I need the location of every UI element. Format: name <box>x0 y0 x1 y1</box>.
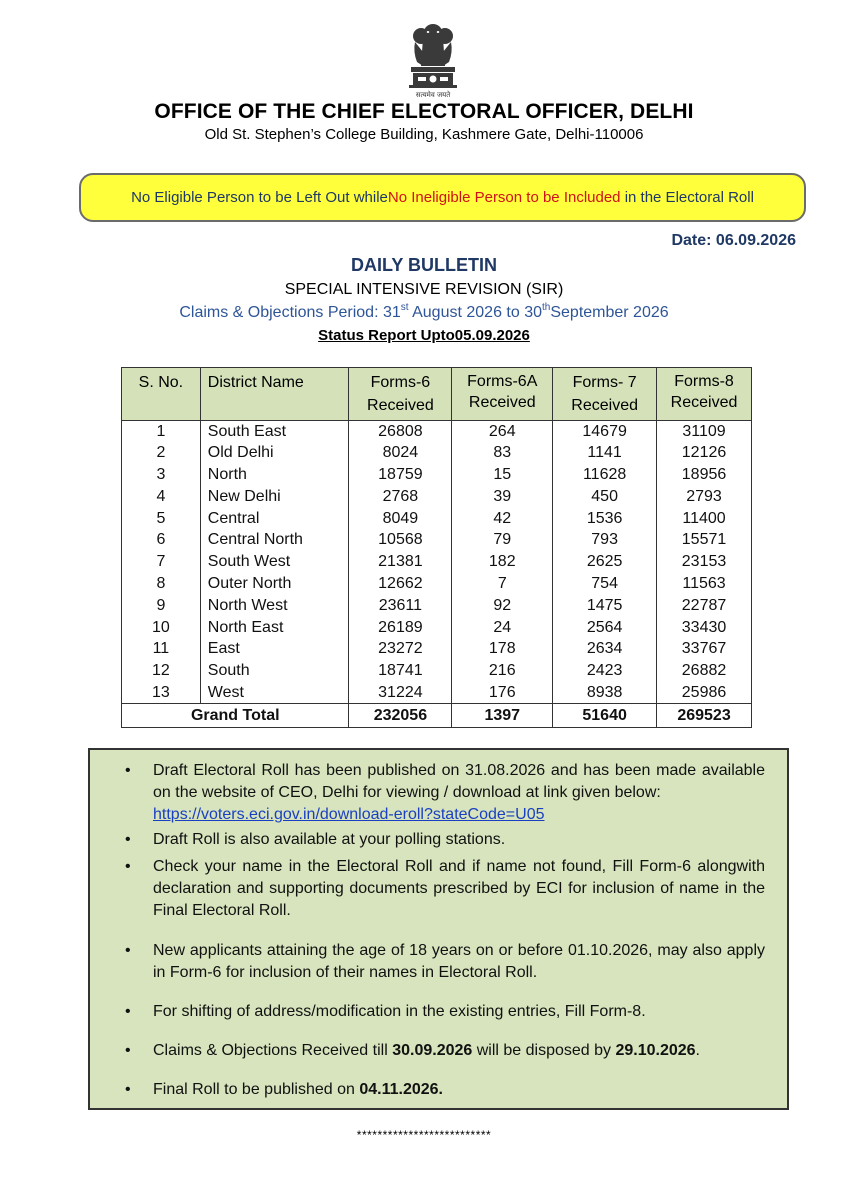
table-row <box>122 660 752 682</box>
claims-period <box>0 302 848 322</box>
cell-forms6a: 7 <box>452 573 553 595</box>
cell-forms8: 18956 <box>657 464 752 486</box>
cell-forms8: 12126 <box>657 442 752 464</box>
grand-total-forms6a: 1397 <box>452 704 553 728</box>
cell-forms8: 25986 <box>657 682 752 704</box>
cell-forms8: 22787 <box>657 595 752 617</box>
cell-forms6a: 178 <box>452 638 553 660</box>
cell-forms7: 14679 <box>553 421 657 443</box>
grand-total-forms7: 51640 <box>553 704 657 728</box>
claims-disposed-by-date: 29.10.2026 <box>615 1042 696 1059</box>
grand-total-forms6: 232056 <box>349 704 452 728</box>
cell-forms7: 1536 <box>553 508 657 530</box>
cell-forms8: 26882 <box>657 660 752 682</box>
bullet-icon: • <box>125 831 131 848</box>
cell-forms7: 1475 <box>553 595 657 617</box>
claims-mid: August 2026 to 30 <box>408 304 542 321</box>
claims-sup-1: st <box>400 302 409 313</box>
final-roll-date: 04.11.2026. <box>359 1081 443 1098</box>
col-header-sno: S. No. <box>122 368 201 421</box>
cell-forms8: 2793 <box>657 486 752 508</box>
info-item-polling-stations-text: Draft Roll is also available at your polling stations. <box>153 831 506 848</box>
cell-sno: 13 <box>122 682 201 704</box>
table-row <box>122 486 752 508</box>
cell-forms6a: 79 <box>452 529 553 551</box>
info-item-shifting-text: For shifting of address/modification in the existing entries, Fill Form-8. <box>153 1003 646 1020</box>
cell-district: Outer North <box>200 573 349 595</box>
cell-forms6a: 42 <box>452 508 553 530</box>
cell-district: New Delhi <box>200 486 349 508</box>
cell-district: North West <box>200 595 349 617</box>
bullet-icon: • <box>125 1042 131 1059</box>
cell-forms8: 33767 <box>657 638 752 660</box>
cell-district: North East <box>200 617 349 639</box>
cell-sno: 8 <box>122 573 201 595</box>
cell-district: East <box>200 638 349 660</box>
status-report-heading: Status Report Upto05.09.2026 <box>318 327 530 344</box>
cell-district: Central North <box>200 529 349 551</box>
cell-sno: 3 <box>122 464 201 486</box>
slogan-banner <box>79 173 806 222</box>
bullet-icon: • <box>125 858 131 875</box>
cell-forms6a: 24 <box>452 617 553 639</box>
info-item-polling-stations <box>90 829 765 851</box>
cell-forms6a: 83 <box>452 442 553 464</box>
cell-forms7: 793 <box>553 529 657 551</box>
table-row <box>122 442 752 464</box>
cell-forms8: 23153 <box>657 551 752 573</box>
cell-forms6: 26189 <box>349 617 452 639</box>
cell-sno: 2 <box>122 442 201 464</box>
table-header-row <box>122 368 752 421</box>
cell-forms6: 18759 <box>349 464 452 486</box>
claims-disposal-pre: Claims & Objections Received till <box>153 1042 393 1059</box>
bulletin-subtitle: SPECIAL INTENSIVE REVISION (SIR) <box>284 281 564 298</box>
table-row <box>122 529 752 551</box>
cell-forms7: 11628 <box>553 464 657 486</box>
col-header-forms6a <box>452 368 553 421</box>
info-item-claims-disposal <box>90 1040 765 1062</box>
cell-district: North <box>200 464 349 486</box>
bullet-icon: • <box>125 1003 131 1020</box>
grand-total-forms8: 269523 <box>657 704 752 728</box>
office-title: OFFICE OF THE CHIEF ELECTORAL OFFICER, DELHI <box>154 100 694 123</box>
office-address: Old St. Stephen’s College Building, Kashmere Gate, Delhi-110006 <box>204 126 644 143</box>
cell-sno: 4 <box>122 486 201 508</box>
cell-forms6a: 15 <box>452 464 553 486</box>
table-row <box>122 464 752 486</box>
info-item-check-name-text: Check your name in the Electoral Roll and if name not found, Fill Form-6 alongwith declaration and supporting documents prescribed by ECI for inclusion of name in the Final Electoral Roll. <box>153 858 765 919</box>
cell-forms6a: 264 <box>452 421 553 443</box>
cell-forms7: 2634 <box>553 638 657 660</box>
col-header-forms6a-line2: Received <box>468 394 536 411</box>
cell-district: Old Delhi <box>200 442 349 464</box>
slogan-part-1: No Eligible Person to be Left Out while <box>131 189 388 206</box>
cell-forms6a: 176 <box>452 682 553 704</box>
slogan-part-3: in the Electoral Roll <box>620 189 754 206</box>
cell-forms6: 21381 <box>349 551 452 573</box>
cell-forms7: 450 <box>553 486 657 508</box>
col-header-forms8 <box>657 368 752 421</box>
cell-district: Central <box>200 508 349 530</box>
grand-total-label: Grand Total <box>122 704 349 728</box>
cell-forms6: 10568 <box>349 529 452 551</box>
table-row <box>122 638 752 660</box>
col-header-forms7-line1: Forms- 7 <box>572 374 637 391</box>
cell-sno: 12 <box>122 660 201 682</box>
cell-sno: 11 <box>122 638 201 660</box>
claims-sup-2: th <box>542 302 551 313</box>
table-row <box>122 421 752 443</box>
cell-forms6: 8049 <box>349 508 452 530</box>
info-item-final-roll <box>90 1079 765 1101</box>
eroll-download-link[interactable]: https://voters.eci.gov.in/download-eroll?stateCode=U05 <box>153 806 545 823</box>
cell-sno: 5 <box>122 508 201 530</box>
bullet-icon: • <box>125 762 131 779</box>
cell-district: South <box>200 660 349 682</box>
cell-forms7: 2423 <box>553 660 657 682</box>
cell-forms7: 2625 <box>553 551 657 573</box>
cell-forms6a: 182 <box>452 551 553 573</box>
info-item-draft-roll <box>90 760 765 826</box>
cell-forms6a: 216 <box>452 660 553 682</box>
col-header-forms8-line1: Forms-8 <box>674 373 734 390</box>
cell-sno: 9 <box>122 595 201 617</box>
col-header-forms6-line2: Received <box>367 397 434 414</box>
bullet-icon: • <box>125 942 131 959</box>
info-item-shifting <box>90 1001 765 1023</box>
cell-forms7: 2564 <box>553 617 657 639</box>
col-header-forms6-line1: Forms-6 <box>370 374 431 391</box>
cell-forms8: 31109 <box>657 421 752 443</box>
cell-forms8: 11563 <box>657 573 752 595</box>
table-row <box>122 551 752 573</box>
cell-forms6a: 39 <box>452 486 553 508</box>
cell-district: West <box>200 682 349 704</box>
cell-forms6: 18741 <box>349 660 452 682</box>
claims-disposal-end: . <box>695 1042 700 1059</box>
cell-forms6: 8024 <box>349 442 452 464</box>
cell-forms7: 754 <box>553 573 657 595</box>
table-row <box>122 617 752 639</box>
col-header-forms6 <box>349 368 452 421</box>
table-row <box>122 573 752 595</box>
cell-forms7: 8938 <box>553 682 657 704</box>
cell-sno: 6 <box>122 529 201 551</box>
cell-sno: 1 <box>122 421 201 443</box>
cell-forms7: 1141 <box>553 442 657 464</box>
cell-forms8: 33430 <box>657 617 752 639</box>
cell-forms6: 31224 <box>349 682 452 704</box>
bullet-icon: • <box>125 1081 131 1098</box>
claims-disposal-mid: will be disposed by <box>472 1042 616 1059</box>
bulletin-title: DAILY BULLETIN <box>350 255 497 275</box>
emblem-motto: सत्यमेव जयते <box>415 91 451 99</box>
col-header-district: District Name <box>200 368 349 421</box>
district-forms-table <box>121 367 752 728</box>
cell-forms6: 23611 <box>349 595 452 617</box>
col-header-forms7 <box>553 368 657 421</box>
claims-suffix: September 2026 <box>550 304 669 321</box>
cell-sno: 7 <box>122 551 201 573</box>
slogan-part-2: No Ineligible Person to be Included <box>387 189 621 206</box>
info-item-new-applicants <box>90 940 765 984</box>
table-row <box>122 595 752 617</box>
col-header-forms8-line2: Received <box>670 394 738 411</box>
cell-sno: 10 <box>122 617 201 639</box>
claims-prefix: Claims & Objections Period: 31 <box>179 304 401 321</box>
information-box <box>88 748 789 1110</box>
claims-till-date: 30.09.2026 <box>392 1042 473 1059</box>
cell-forms6: 2768 <box>349 486 452 508</box>
cell-forms8: 11400 <box>657 508 752 530</box>
cell-district: South West <box>200 551 349 573</box>
col-header-forms7-line2: Received <box>571 397 638 414</box>
table-row <box>122 508 752 530</box>
cell-forms6a: 92 <box>452 595 553 617</box>
footer-stars: ************************** <box>356 1128 492 1142</box>
cell-forms8: 15571 <box>657 529 752 551</box>
final-roll-pre: Final Roll to be published on <box>153 1081 360 1098</box>
bulletin-date: Date: 06.09.2026 <box>671 232 796 249</box>
table-body <box>122 421 752 704</box>
cell-forms6: 12662 <box>349 573 452 595</box>
info-item-new-applicants-text: New applicants attaining the age of 18 years on or before 01.10.2026, may also apply in Form-6 for inclusion of their names in Electoral Roll. <box>153 942 765 981</box>
state-emblem-logo <box>401 22 465 98</box>
info-item-check-name <box>90 856 765 922</box>
info-item-draft-roll-text: Draft Electoral Roll has been published on 31.08.2026 and has been made available on the website of CEO, Delhi for viewing / download at link given below: <box>153 762 765 801</box>
col-header-forms6a-line1: Forms-6A <box>467 373 538 390</box>
grand-total-row <box>122 704 752 728</box>
table-row <box>122 682 752 704</box>
cell-forms6: 26808 <box>349 421 452 443</box>
cell-forms6: 23272 <box>349 638 452 660</box>
cell-district: South East <box>200 421 349 443</box>
